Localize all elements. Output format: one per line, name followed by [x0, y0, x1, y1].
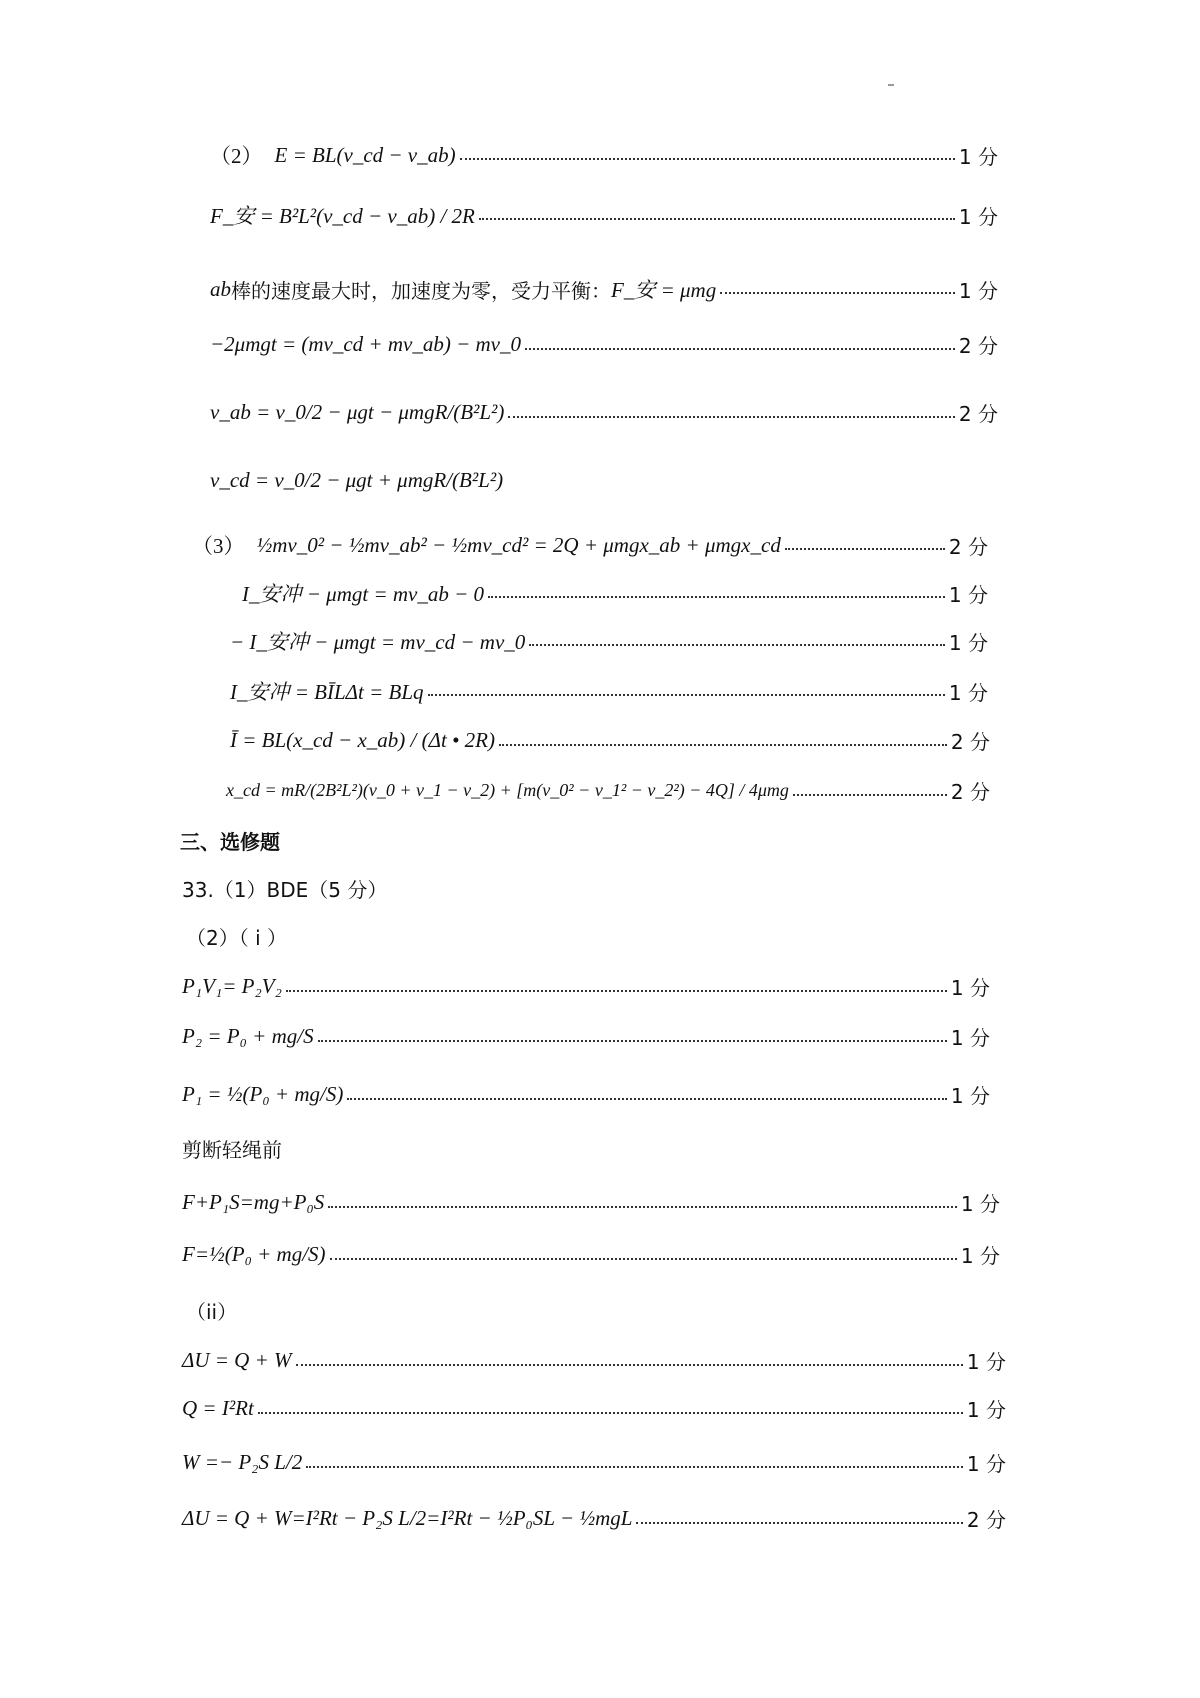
score: 2 分	[950, 780, 990, 804]
sub-label	[186, 1296, 237, 1325]
formula: ΔU = Q + W=I²Rt − P₂S L/2=I²Rt − ½P₀SL − ½mgL	[182, 1506, 633, 1530]
leader-dots	[328, 1206, 957, 1208]
leader-dots	[318, 1040, 947, 1042]
formula: Ī = BL(x_cd − x_ab) / (Δt • 2R)	[230, 728, 495, 752]
score: 1 分	[950, 976, 990, 1000]
text: 剪断轻绳前	[182, 1138, 282, 1162]
scan-mark	[888, 84, 894, 86]
score: 1 分	[958, 278, 998, 303]
solution-line	[230, 626, 988, 656]
formula: E = BL(v_cd − v_ab)	[274, 142, 456, 167]
solution-line	[230, 676, 988, 706]
score: 1 分	[950, 1084, 990, 1108]
leader-dots	[525, 348, 955, 350]
sub-label	[186, 922, 287, 951]
leader-dots	[347, 1098, 947, 1100]
part-label: （3）	[192, 534, 245, 558]
formula: P₂ = P₀ + mg/S	[182, 1024, 314, 1048]
score: 1 分	[948, 630, 988, 655]
leader-dots	[720, 292, 955, 294]
solution-line	[182, 1022, 990, 1051]
sub-label-text: （2）（ i ）	[186, 926, 287, 950]
score: 1 分	[960, 1244, 1000, 1268]
formula: v_ab = v_0/2 − μgt − μmgR/(B²L²)	[210, 400, 505, 424]
solution-line	[226, 776, 990, 805]
solution-line	[210, 330, 998, 359]
solution-line	[192, 530, 988, 560]
solution-line	[210, 398, 998, 427]
formula: I_安冲 − μmgt = mv_ab − 0	[242, 582, 485, 606]
heading-text: 三、选修题	[180, 830, 280, 854]
leader-dots	[286, 990, 947, 992]
score: 1 分	[958, 204, 998, 229]
solution-line	[182, 1080, 990, 1109]
leader-dots	[258, 1412, 963, 1414]
formula: F_安 = μmg	[611, 278, 717, 302]
formula: P₁V₁= P₂V₂	[182, 974, 282, 998]
formula: x_cd = mR/(2B²L²)(v_0 + v_1 − v_2) + [m(v_0² − v_1² − v_2²) − 4Q] / 4μmg	[226, 780, 789, 800]
leader-dots	[306, 1466, 963, 1468]
leader-dots	[785, 548, 945, 550]
part-label: （2）	[210, 144, 263, 168]
score: 1 分	[958, 144, 998, 169]
formula: − I_安冲 − μmgt = mv_cd − mv_0	[230, 630, 526, 654]
formula: Q = I²Rt	[182, 1396, 254, 1420]
formula: −2μmgt = (mv_cd + mv_ab) − mv_0	[210, 332, 521, 356]
text: 棒的速度最大时，加速度为零，受力平衡：	[231, 278, 611, 303]
solution-line	[230, 726, 990, 755]
answer-text: 33.（1）BDE（5 分）	[182, 878, 388, 902]
leader-dots	[529, 644, 945, 646]
score: 1 分	[948, 680, 988, 705]
leader-dots	[508, 416, 955, 418]
leader-dots	[636, 1522, 962, 1524]
formula: P₁ = ½(P₀ + mg/S)	[182, 1082, 344, 1106]
text-line	[182, 1134, 282, 1163]
solution-line	[210, 468, 710, 493]
solution-line	[182, 972, 990, 1001]
solution-line	[210, 274, 998, 304]
score: 1 分	[966, 1398, 1006, 1422]
formula: ½mv_0² − ½mv_ab² − ½mv_cd² = 2Q + μmgx_ab + μmgx_cd	[256, 532, 781, 557]
solution-line	[182, 1346, 1006, 1375]
solution-line	[182, 1504, 1006, 1533]
score: 1 分	[966, 1350, 1006, 1374]
formula: F_安 = B²L²(v_cd − v_ab) / 2R	[210, 204, 475, 228]
solution-line	[210, 140, 998, 170]
score: 2 分	[948, 534, 988, 559]
leader-dots	[460, 158, 955, 160]
section-heading	[180, 826, 280, 855]
solution-line	[182, 1448, 1006, 1477]
formula: F=½(P₀ + mg/S)	[182, 1242, 326, 1266]
solution-line	[210, 200, 998, 230]
leader-dots	[488, 596, 945, 598]
formula: v_cd = v_0/2 − μgt + μmgR/(B²L²)	[210, 468, 504, 492]
leader-dots	[428, 694, 945, 696]
answer-line	[182, 874, 387, 903]
score: 2 分	[958, 402, 998, 426]
leader-dots	[296, 1364, 963, 1366]
leader-dots	[499, 744, 947, 746]
score: 2 分	[950, 730, 990, 754]
solution-line	[182, 1394, 1006, 1423]
leader-dots	[330, 1258, 957, 1260]
formula: F+P₁S=mg+P₀S	[182, 1190, 325, 1214]
score: 1 分	[960, 1192, 1000, 1216]
score: 2 分	[958, 334, 998, 358]
formula: W =− P₂S L/2	[182, 1450, 303, 1474]
score: 2 分	[966, 1508, 1006, 1532]
score: 1 分	[966, 1452, 1006, 1476]
score: 1 分	[948, 582, 988, 607]
formula: I_安冲 = BĪLΔt = BLq	[230, 680, 424, 704]
formula: ΔU = Q + W	[182, 1348, 292, 1372]
solution-line	[182, 1240, 1000, 1269]
leader-dots	[479, 218, 955, 220]
sub-label-text: （ii）	[186, 1300, 238, 1324]
score: 1 分	[950, 1026, 990, 1050]
text-prefix: ab	[210, 276, 231, 301]
leader-dots	[793, 794, 947, 796]
solution-line	[242, 578, 988, 608]
solution-line	[182, 1188, 1000, 1217]
